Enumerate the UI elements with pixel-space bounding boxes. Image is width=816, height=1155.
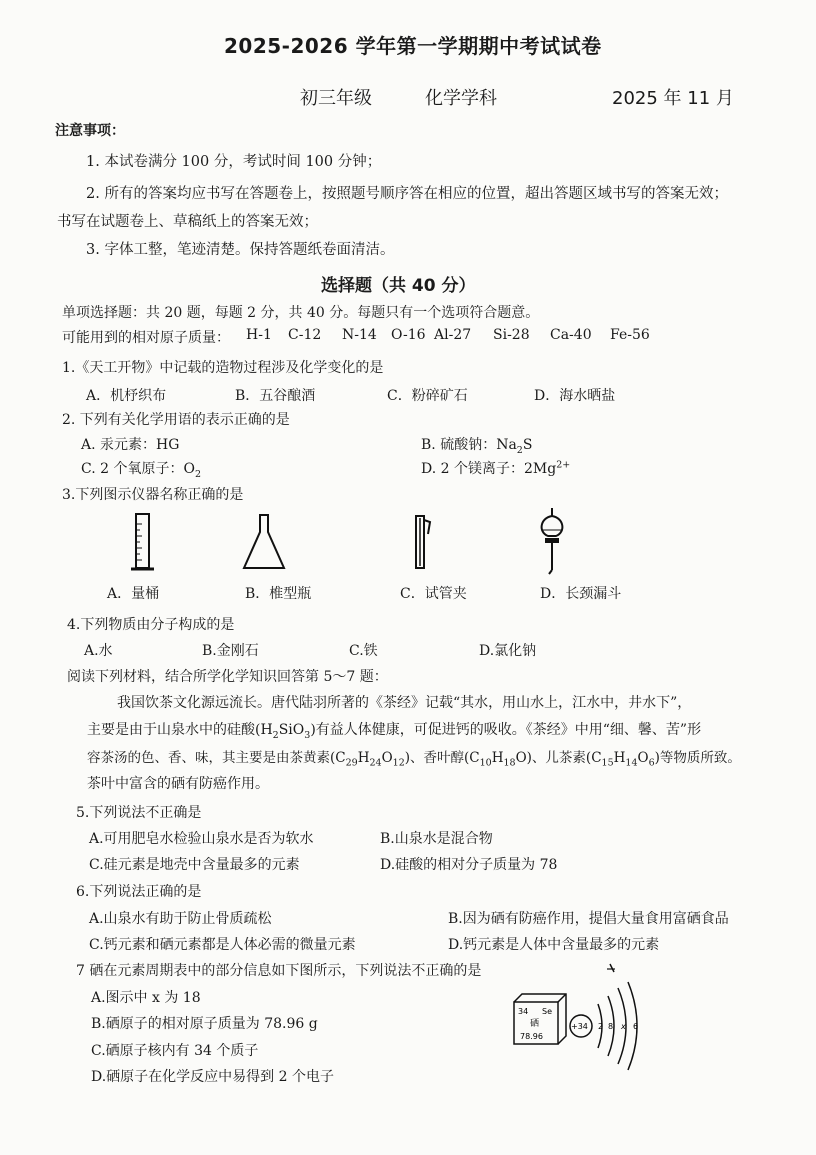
atomic-mass-ca: Ca-40 (550, 327, 592, 343)
shell-2-electrons: 8 (608, 1022, 614, 1031)
test-tube-holder-image (406, 512, 436, 574)
funnel-image (534, 508, 570, 576)
q6-option-b: B.因为硒有防癌作用，提倡大量食用富硒食品 (448, 911, 729, 927)
atomic-mass-label: 可能用到的相对原子质量： (62, 330, 230, 346)
q6-option-d: D.钙元素是人体中含量最多的元素 (448, 937, 660, 953)
selenium-element-cell (508, 992, 568, 1052)
atomic-mass-si: Si-28 (493, 327, 530, 343)
grade-label: 初三年级 (300, 88, 372, 109)
q1-option-d: D．海水晒盐 (534, 388, 616, 404)
q7-option-d: D.硒原子在化学反应中易得到 2 个电子 (91, 1069, 334, 1085)
selenium-atomic-structure (566, 960, 646, 1072)
note-1: 1. 本试卷满分 100 分，考试时间 100 分钟； (86, 154, 382, 170)
q7-option-b: B.硒原子的相对原子质量为 78.96 g (91, 1016, 318, 1032)
q3-stem: 3.下列图示仪器名称正确的是 (62, 487, 244, 503)
q7-option-a: A.图示中 x 为 18 (91, 990, 201, 1006)
q3-option-b: B．椎型瓶 (245, 586, 312, 602)
reading-intro: 阅读下列材料，结合所学化学知识回答第 5～7 题： (67, 669, 388, 685)
atomic-mass-fe: Fe-56 (610, 327, 650, 343)
exam-title: 2025-2026 学年第一学期期中考试试卷 (224, 34, 602, 58)
subject-label: 化学学科 (425, 88, 497, 109)
nucleus-charge: +34 (571, 1022, 588, 1031)
q1-option-c: C．粉碎矿石 (387, 388, 468, 404)
atomic-mass-o: O-16 (391, 327, 426, 343)
exam-date: 2025 年 11 月 (612, 88, 734, 109)
q4-option-a: A.水 (84, 643, 113, 659)
q2-option-b: B. 硫酸钠：$Na_2S$ (421, 437, 533, 456)
q5-option-d: D.硅酸的相对分子质量为 78 (380, 857, 558, 873)
shell-3-electrons: x (621, 1022, 626, 1031)
q2-option-a: A. 汞元素：HG (81, 437, 180, 453)
shell-1-electrons: 2 (598, 1022, 604, 1031)
note-2a: 2. 所有的答案均应书写在答题卷上，按照题号顺序答在相应的位置，超出答题区域书写的答案无效； (86, 186, 728, 202)
cell-symbol: Se (542, 1007, 552, 1016)
atomic-mass-n: N-14 (342, 327, 377, 343)
q5-stem: 5.下列说法不正确是 (76, 805, 202, 821)
q4-stem: 4.下列物质由分子构成的是 (67, 617, 235, 633)
atomic-mass-c: C-12 (288, 327, 322, 343)
q5-option-a: A.可用肥皂水检验山泉水是否为软水 (89, 831, 314, 847)
q3-option-d: D．长颈漏斗 (540, 586, 622, 602)
notes-heading: 注意事项： (55, 123, 125, 139)
reading-line-4: 茶叶中富含的硒有防癌作用。 (87, 776, 269, 792)
q1-option-a: A．机杼织布 (86, 388, 167, 404)
reading-line-1: 我国饮茶文化源远流长。唐代陆羽所著的《茶经》记载“其水，用山水上，江水中，井水下”， (117, 695, 692, 711)
cell-element-name: 硒 (530, 1019, 540, 1029)
note-3: 3. 字体工整，笔迹清楚。保持答题纸卷面清洁。 (86, 242, 395, 258)
q2-stem: 2. 下列有关化学用语的表示正确的是 (62, 412, 290, 428)
note-2b: 书写在试题卷上、草稿纸上的答案无效； (57, 214, 318, 230)
conical-flask-image (240, 512, 288, 574)
section-heading: 选择题（共 40 分） (321, 276, 476, 296)
cell-atomic-number: 34 (518, 1007, 529, 1016)
q6-option-c: C.钙元素和硒元素都是人体必需的微量元素 (89, 937, 356, 953)
reading-line-2: 主要是由于山泉水中的硅酸$(H_2SiO_3)$有益人体健康，可促进钙的吸收。《茶经》中用“细、馨、苦”形 (87, 722, 702, 741)
atomic-mass-al: Al-27 (434, 327, 472, 343)
q1-stem: 1.《天工开物》中记载的造物过程涉及化学变化的是 (62, 360, 384, 376)
q6-stem: 6.下列说法正确的是 (76, 884, 202, 900)
q6-option-a: A.山泉水有助于防止骨质疏松 (89, 911, 272, 927)
q4-option-d: D.氯化钠 (479, 643, 537, 659)
cell-atomic-mass: 78.96 (520, 1032, 543, 1041)
graduated-cylinder-image (128, 512, 158, 574)
q1-option-b: B．五谷酿酒 (235, 388, 316, 404)
q2-option-d: D. 2 个镁离子：$2Mg^{2+}$ (421, 459, 571, 477)
q5-option-c: C.硅元素是地壳中含量最多的元素 (89, 857, 300, 873)
shell-4-electrons: 6 (633, 1022, 639, 1031)
q2-option-c: C. 2 个氧原子：$O_2$ (81, 461, 201, 480)
q7-stem: 7 硒在元素周期表中的部分信息如下图所示，下列说法不正确的是 (76, 963, 482, 979)
q3-option-c: C．试管夹 (400, 586, 467, 602)
q5-option-b: B.山泉水是混合物 (380, 831, 493, 847)
q3-option-a: A．量桶 (107, 586, 160, 602)
q4-option-c: C.铁 (349, 643, 378, 659)
atomic-mass-h: H-1 (246, 327, 272, 343)
q7-option-c: C.硒原子核内有 34 个质子 (91, 1043, 259, 1059)
section-instruction: 单项选择题：共 20 题，每题 2 分，共 40 分。每题只有一个选项符合题意。 (62, 305, 540, 321)
reading-line-3: 容茶汤的色、香、味，其主要是由茶黄素$(C_{29}H_{24}O_{12})$、香叶醇$(C_{10}H_{18}O)$、儿茶素$(C_{15}H_{14}O_6)$等物质所致。 (87, 750, 741, 769)
q4-option-b: B.金刚石 (202, 643, 259, 659)
